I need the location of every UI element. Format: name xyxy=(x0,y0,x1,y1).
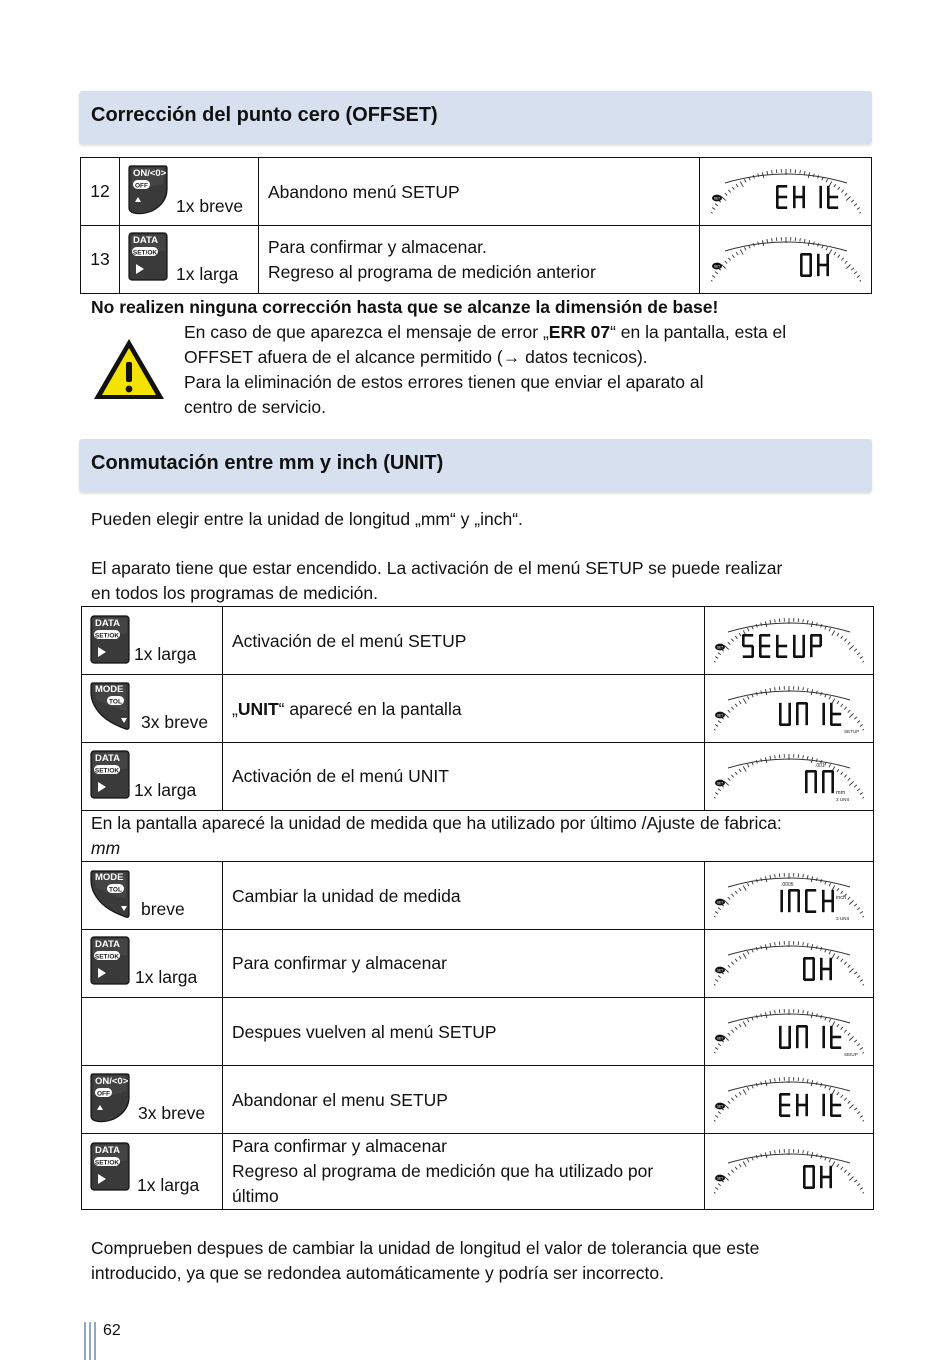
table-row xyxy=(82,1066,874,1134)
svg-text:DATA: DATA xyxy=(95,939,120,950)
table-row xyxy=(81,158,872,226)
svg-text:SET/OK: SET/OK xyxy=(94,953,120,961)
table-row xyxy=(82,675,874,743)
step-number: 12 xyxy=(81,158,120,226)
key-cell xyxy=(82,998,223,1066)
svg-text:DATA: DATA xyxy=(95,1145,120,1156)
section-header-offset xyxy=(79,91,872,144)
svg-text:SET: SET xyxy=(716,1104,724,1109)
press-quantity: 1x larga xyxy=(135,967,198,987)
warning-text xyxy=(184,320,786,420)
lcd-display-cell xyxy=(705,743,874,811)
closing-text: Comprueben despues de cambiar la unidad de longitud el valor de tolerancia que este introducido, ya que se redondea automáticamente y podría ser incorrecto. xyxy=(91,1238,760,1283)
section-title: Corrección del punto cero (OFFSET) xyxy=(91,104,438,126)
svg-text:SET: SET xyxy=(716,1176,724,1181)
svg-text:SET/OK: SET/OK xyxy=(94,632,120,640)
table-row xyxy=(81,226,872,294)
lcd-display xyxy=(714,933,864,994)
press-quantity: 1x larga xyxy=(137,1175,200,1195)
on-off-key-icon xyxy=(128,165,168,215)
svg-text:mm: mm xyxy=(836,790,846,796)
lcd-display-cell xyxy=(705,862,874,930)
lcd-display-cell xyxy=(700,158,872,226)
page-bar xyxy=(94,1322,96,1360)
mode-key-icon xyxy=(90,681,130,731)
lcd-display xyxy=(711,229,861,290)
svg-text:TOL: TOL xyxy=(109,886,122,894)
arrow-right-icon: → xyxy=(502,347,521,367)
warning-triangle-icon xyxy=(91,336,167,407)
table-row xyxy=(82,743,874,811)
svg-text:SET: SET xyxy=(713,264,720,269)
key-cell xyxy=(82,1066,223,1134)
table-row xyxy=(82,811,874,862)
step-description: Para confirmar y almacenar xyxy=(223,930,705,998)
press-quantity: breve xyxy=(141,899,185,919)
data-key-icon xyxy=(90,750,130,800)
svg-text:DATA: DATA xyxy=(133,235,158,246)
svg-text:MODE: MODE xyxy=(95,684,124,695)
step-description xyxy=(259,158,700,226)
lcd-display-cell xyxy=(705,1134,874,1210)
svg-text:ON/<0>: ON/<0> xyxy=(95,1076,129,1087)
key-cell xyxy=(82,862,223,930)
press-quantity: 1x breve xyxy=(176,196,244,216)
press-quantity: 3x breve xyxy=(138,1103,206,1123)
step-number: 13 xyxy=(81,226,120,294)
lcd-display xyxy=(714,1141,864,1202)
step-description: Para confirmar y almacenar Regreso al programa de medición que ha utilizado por último xyxy=(223,1134,705,1210)
lcd-display xyxy=(714,610,864,671)
press-quantity: 1x larga xyxy=(134,644,197,664)
lcd-display xyxy=(714,1069,864,1130)
data-key-icon xyxy=(128,232,168,282)
svg-text:DATA: DATA xyxy=(95,618,120,629)
page-number: 62 xyxy=(103,1322,121,1339)
key-cell xyxy=(82,607,223,675)
svg-text:TOL: TOL xyxy=(109,698,122,706)
mode-key-icon xyxy=(90,869,130,919)
svg-text:inch: inch xyxy=(836,895,847,901)
svg-text:SETUP: SETUP xyxy=(844,729,860,734)
svg-text:3 UNIt: 3 UNIt xyxy=(836,797,850,802)
svg-text:SET: SET xyxy=(716,900,724,905)
lcd-display xyxy=(714,678,864,739)
lcd-display-cell xyxy=(705,998,874,1066)
svg-text:3 UNIt: 3 UNIt xyxy=(836,916,850,921)
lcd-display-cell xyxy=(705,607,874,675)
key-cell xyxy=(82,930,223,998)
step-description: Activación de el menú SETUP xyxy=(223,607,705,675)
svg-text:SET/OK: SET/OK xyxy=(94,767,120,775)
step-description: Despues vuelven al menú SETUP xyxy=(223,998,705,1066)
lcd-display xyxy=(711,161,861,222)
svg-text:SET: SET xyxy=(713,196,720,201)
warning-heading: No realizen ninguna corrección hasta que se alcanze la dimensión de base! xyxy=(91,297,719,317)
on-off-key-icon xyxy=(90,1073,130,1123)
lcd-display xyxy=(714,865,864,926)
step-description xyxy=(259,226,700,294)
svg-text:SET/OK: SET/OK xyxy=(132,249,158,257)
note-row: En la pantalla aparecé la unidad de medida que ha utilizado por último /Ajuste de fabrica: mm xyxy=(82,811,874,862)
svg-text:OFF: OFF xyxy=(135,182,148,190)
svg-text:SET: SET xyxy=(716,1036,724,1041)
press-quantity: 1x larga xyxy=(134,780,197,800)
lcd-display-cell xyxy=(705,675,874,743)
warning-line: En caso de que aparezca el mensaje de error „ERR 07“ en la pantalla, esta el xyxy=(184,322,787,342)
description-line: Para confirmar y almacenar. xyxy=(268,236,487,257)
page-bar xyxy=(84,1322,86,1360)
unit-steps-table xyxy=(81,606,874,1210)
section-title: Conmutación entre mm y inch (UNIT) xyxy=(91,452,444,474)
lcd-display xyxy=(714,1001,864,1062)
lcd-display xyxy=(714,746,864,807)
svg-text:ON/<0>: ON/<0> xyxy=(133,168,167,179)
table-row xyxy=(82,607,874,675)
table-row xyxy=(82,998,874,1066)
svg-text:SEtUP: SEtUP xyxy=(844,1052,858,1057)
lcd-display-cell xyxy=(705,1066,874,1134)
svg-text:SET/OK: SET/OK xyxy=(94,1159,120,1167)
key-cell xyxy=(120,158,259,226)
press-quantity: 1x larga xyxy=(176,264,239,284)
warning-line: Para la eliminación de estos errores tienen que enviar el aparato al xyxy=(184,372,704,392)
lcd-display-cell xyxy=(705,930,874,998)
svg-text:SET: SET xyxy=(716,645,724,650)
step-description: Abandonar el menu SETUP xyxy=(223,1066,705,1134)
description-line: Regreso al programa de medición anterior xyxy=(268,261,596,282)
key-cell xyxy=(82,743,223,811)
offset-steps-table xyxy=(80,157,872,294)
svg-text:SET: SET xyxy=(716,713,724,718)
warning-line: centro de servicio. xyxy=(184,397,327,417)
intro-text: Pueden elegir entre la unidad de longitud „mm“ y „inch“. xyxy=(91,509,523,529)
description-line: Abandono menú SETUP xyxy=(268,182,460,202)
lcd-display-cell xyxy=(700,226,872,294)
table-row xyxy=(82,1134,874,1210)
svg-text:.001: .001 xyxy=(815,763,825,769)
press-quantity: 3x breve xyxy=(141,712,209,732)
svg-text:MODE: MODE xyxy=(95,872,124,883)
data-key-icon xyxy=(90,615,130,665)
table-row xyxy=(82,862,874,930)
svg-text:SET: SET xyxy=(716,968,724,973)
step-description: Activación de el menú UNIT xyxy=(223,743,705,811)
page-bar xyxy=(89,1322,91,1360)
table-row xyxy=(82,930,874,998)
section-header-unit xyxy=(79,439,872,492)
step-description: „UNIT“ aparecé en la pantalla xyxy=(223,675,705,743)
svg-text:.0005: .0005 xyxy=(781,882,794,888)
svg-text:OFF: OFF xyxy=(97,1090,110,1098)
step-description: Cambiar la unidad de medida xyxy=(223,862,705,930)
data-key-icon xyxy=(90,936,130,986)
intro-text: El aparato tiene que estar encendido. La activación de el menú SETUP se puede realizar en todos los programas de medición. xyxy=(91,558,783,603)
key-cell xyxy=(120,226,259,294)
key-cell xyxy=(82,1134,223,1210)
key-cell xyxy=(82,675,223,743)
data-key-icon xyxy=(90,1142,130,1192)
warning-line: OFFSET afuera de el alcance permitido (→ datos tecnicos). xyxy=(184,347,648,367)
svg-text:DATA: DATA xyxy=(95,753,120,764)
svg-text:SET: SET xyxy=(716,781,724,786)
